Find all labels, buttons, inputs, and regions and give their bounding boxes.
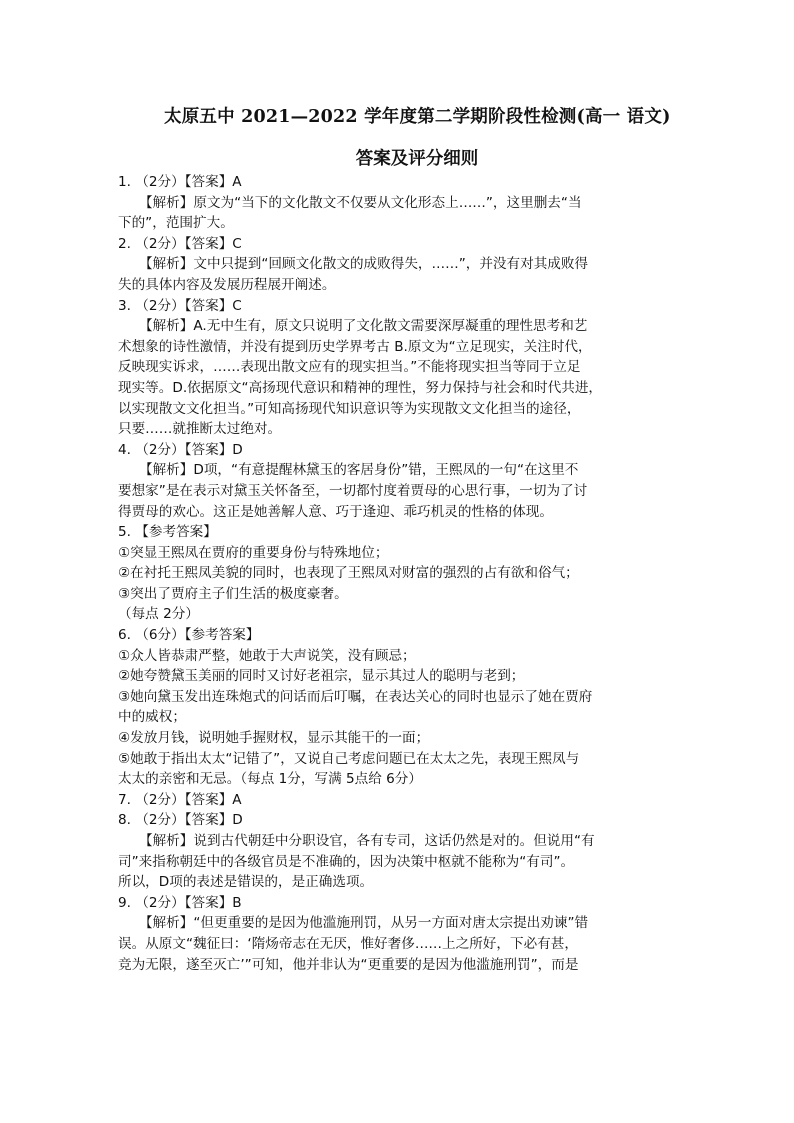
text-line: 1. （2分）【答案】A	[118, 174, 242, 190]
text-line: 所以，D项的表述是错误的，是正确选项。	[118, 874, 374, 891]
text-line: 【解析】文中只提到“回顾文化散文的成败得失，……”，并没有对其成败得	[139, 256, 589, 273]
text-line: 2. （2分）【答案】C	[118, 235, 242, 252]
text-line: 8. （2分）【答案】D	[118, 812, 243, 829]
text-line: 【解析】原文为“当下的文化散文不仅要从文化形态上……”，这里删去“当	[139, 194, 582, 211]
text-line: 误。从原文“魏征曰：‘隋炀帝志在无厌，惟好奢侈……上之所好，下必有甚，	[118, 935, 578, 952]
text-line: 9. （2分）【答案】B	[118, 894, 242, 911]
text-line: ②她夸赞黛玉美丽的同时又讨好老祖宗，显示其过人的聪明与老到；	[118, 668, 525, 685]
text-line: 现实等。D.依据原文“高扬现代意识和精神的理性，努力保持与社会和时代共进，	[118, 379, 603, 396]
text-line: 要想家”是在表示对黛玉关怀备至，一切都忖度着贾母的心思行事，一切为了讨	[118, 482, 588, 499]
text-line: 竞为无限，遂至灭亡’”可知，他并非认为“更重要的是因为他滥施刑罚”，而是	[118, 956, 579, 973]
text-line: 司”来指称朝廷中的各级官员是不准确的，因为决策中枢就不能称为“有司”。	[118, 853, 575, 870]
text-line: 下的”，范围扩大。	[118, 215, 234, 232]
text-line: ②在衬托王熙凤美貌的同时，也表现了王熙凤对财富的强烈的占有欲和俗气；	[118, 565, 579, 582]
text-line: ③她向黛玉发出连珠炮式的问话而后叮嘱，在表达关心的同时也显示了她在贾府	[118, 688, 593, 705]
text-line: ①众人皆恭肃严整，她敢于大声说笑，没有顾忌；	[118, 647, 416, 664]
text-line: ③突出了贾府主子们生活的极度豪奢。	[118, 585, 348, 602]
text-line: ④发放月钱，说明她手握财权，显示其能干的一面；	[118, 730, 430, 747]
text-line: 7. （2分）【答案】A	[118, 791, 242, 808]
text-line: 反映现实诉求，……表现出散文应有的现实担当。”不能将现实担当等同于立足	[118, 359, 581, 376]
text-line: 术想象的诗性激情，并没有提到历史学界考古 B.原文为“立足现实，关注时代，	[118, 338, 592, 355]
answer-content	[118, 172, 678, 975]
text-line: 太太的亲密和无忌。（每点 1分，写满 5点给 6分）	[118, 771, 422, 788]
text-line: 【解析】D项，“有意提醒林黛玉的客居身份”错，王熙凤的一句“在这里不	[139, 462, 579, 479]
text-line: 4. （2分）【答案】D	[118, 441, 243, 458]
text-line: 5. 【参考答案】	[118, 524, 217, 541]
document-subtitle: 答案及评分细则	[355, 149, 479, 169]
text-line: 【解析】说到古代朝廷中分职设官，各有专司，这话仍然是对的。但说用“有	[139, 833, 595, 849]
text-line: 【解析】“但更重要的是因为他滥施刑罚，从另一方面对唐太宗提出劝谏”错	[139, 915, 589, 932]
text-line: 6. （6分）【参考答案】	[118, 627, 260, 644]
text-line: 失的具体内容及发展历程展开阐述。	[118, 276, 336, 293]
text-line: 得贾母的欢心。这正是她善解人意、巧于逢迎、乖巧机灵的性格的体现。	[118, 503, 553, 520]
text-line: 中的威权；	[118, 709, 186, 726]
text-line: 以实现散文文化担当。”可知高扬现代知识意识等为实现散文文化担当的途径，	[118, 400, 581, 417]
text-line: ⑤她敢于指出太太“记错了”，又说自己考虑问题已在太太之先，表现王熙凤与	[118, 750, 580, 767]
text-line: （每点 2分）	[118, 606, 199, 623]
text-line: 只要……就推断太过绝对。	[118, 421, 282, 438]
document-title: 太原五中 2021—2022 学年度第二学期阶段性检测(高一 语文)	[164, 107, 671, 127]
text-line: ①突显王熙凤在贾府的重要身份与特殊地位；	[118, 544, 389, 561]
text-line: 【解析】A.无中生有，原文只说明了文化散文需要深厚凝重的理性思考和艺	[139, 318, 588, 335]
text-line: 3. （2分）【答案】C	[118, 297, 242, 314]
